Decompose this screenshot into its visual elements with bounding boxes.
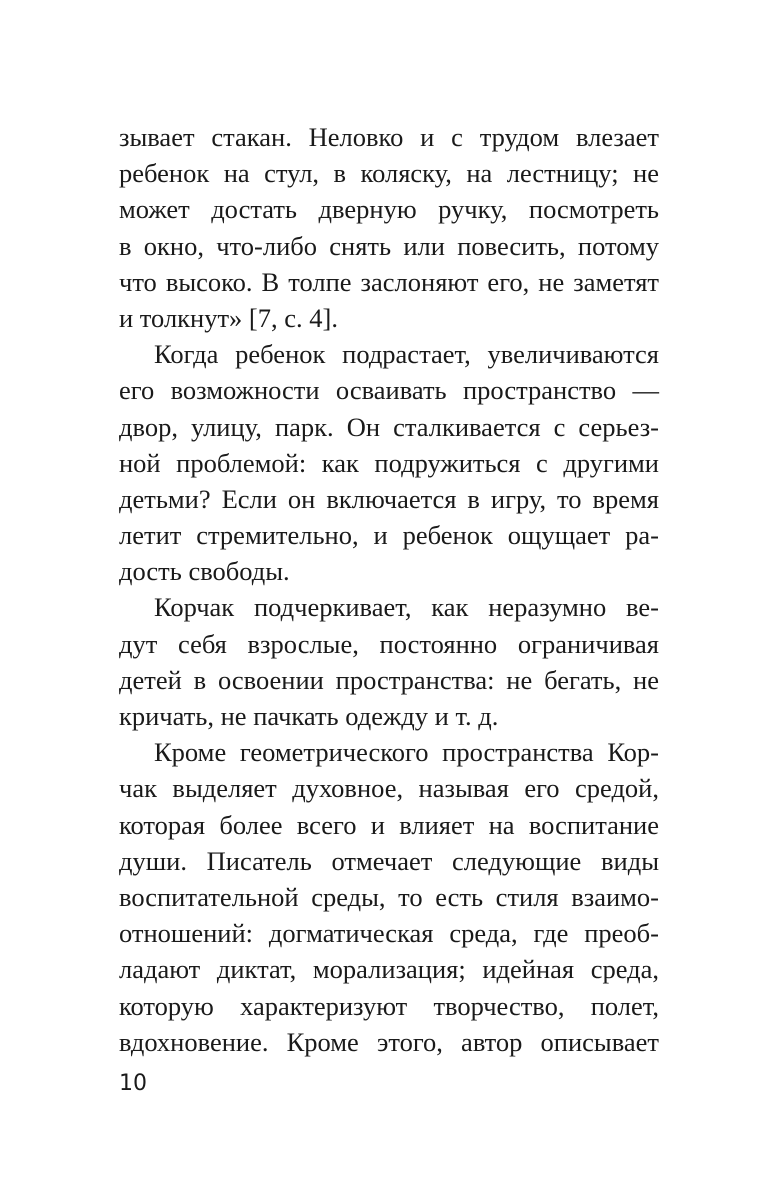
paragraph-continuation xyxy=(119,119,659,336)
page-number: 10 xyxy=(119,1071,147,1096)
text-line: Когда ребенок подрастает, увеличиваются xyxy=(154,339,659,370)
text-line: может достать дверную ручку, посмотреть xyxy=(119,194,659,225)
paragraph xyxy=(119,336,659,589)
text-line: дут себя взрослые, постоянно ограничивая xyxy=(119,628,659,659)
text-line: ребенок на стул, в коляску, на лестницу; не xyxy=(119,158,659,189)
text-line: ладают диктат, морализация; идейная среда, xyxy=(119,954,659,985)
text-line: воспитательной среды, то есть стиля взаимо- xyxy=(119,881,659,912)
text-line: детей в освоении пространства: не бегать, не xyxy=(119,664,659,695)
body-text xyxy=(119,119,659,1060)
text-line: Кроме геометрического пространства Кор- xyxy=(154,737,659,768)
text-line: души. Писатель отмечает следующие виды xyxy=(119,845,659,876)
paragraph xyxy=(119,734,659,1060)
text-line: отношений: догматическая среда, где преоб- xyxy=(119,918,659,949)
text-line: детьми? Если он включается в игру, то время xyxy=(119,483,659,514)
text-line: в окно, что-либо снять или повесить, потому xyxy=(119,230,659,261)
text-line: которую характеризуют творчество, полет, xyxy=(119,990,659,1021)
text-line: вдохновение. Кроме этого, автор описывает xyxy=(119,1026,659,1057)
text-line: двор, улицу, парк. Он сталкивается с серьез- xyxy=(119,411,659,442)
text-line: ной проблемой: как подружиться с другими xyxy=(119,447,659,478)
text-line: что высоко. В толпе заслоняют его, не заметят xyxy=(119,266,659,297)
text-line: его возможности осваивать пространство — xyxy=(119,375,659,406)
text-line: которая более всего и влияет на воспитание xyxy=(119,809,659,840)
text-line: чак выделяет духовное, называя его средой, xyxy=(119,773,659,804)
text-line: кричать, не пачкать одежду и т. д. xyxy=(119,701,499,731)
text-line: и толкнут» [7, с. 4]. xyxy=(119,302,338,333)
text-line: зывает стакан. Неловко и с трудом влезает xyxy=(119,122,659,152)
text-line: Корчак подчеркивает, как неразумно ве- xyxy=(154,592,659,623)
paragraph xyxy=(119,589,659,734)
text-line: дость свободы. xyxy=(119,556,290,587)
text-line: летит стремительно, и ребенок ощущает ра- xyxy=(119,520,659,551)
